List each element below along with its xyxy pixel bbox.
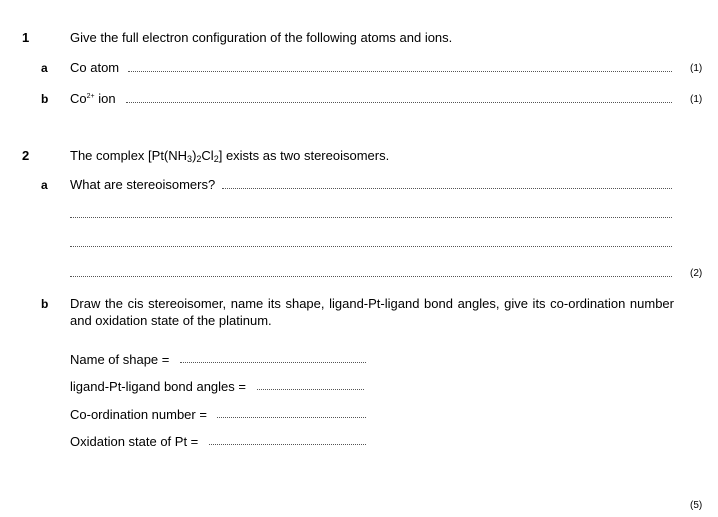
field-label-shape: Name of shape = — [70, 352, 170, 367]
question-2b-letter: b — [41, 297, 49, 311]
question-2b-question: Draw the cis stereoisomer, name its shape, ligand-Pt-ligand bond angles, give its co-ordination number and oxidation state of the platinum. — [70, 296, 674, 328]
question-2b-marks: (5) — [690, 500, 703, 511]
field-label-oxidation-state: Oxidation state of Pt = — [70, 434, 199, 449]
answer-line-2a-1[interactable] — [222, 188, 672, 189]
question-1b-marks: (1) — [690, 94, 703, 105]
question-1b-letter: b — [41, 92, 49, 106]
question-2-number: 2 — [22, 148, 30, 163]
question-2a-question: What are stereoisomers? — [70, 177, 216, 192]
question-1b-label: $Co^{2+}$ ion — [70, 91, 116, 106]
answer-line-bond-angles[interactable] — [257, 389, 364, 390]
answer-line-1b[interactable] — [126, 102, 672, 103]
question-1a-label: Co atom — [70, 60, 120, 75]
answer-line-2a-3[interactable] — [70, 246, 672, 247]
question-2a-letter: a — [41, 178, 48, 192]
answer-line-shape[interactable] — [180, 362, 366, 363]
field-label-coordination-number: Co-ordination number = — [70, 407, 207, 422]
question-1-prompt: Give the full electron configuration of the following atoms and ions. — [70, 30, 453, 45]
answer-line-oxidation-state[interactable] — [209, 444, 366, 445]
answer-line-1a[interactable] — [128, 71, 672, 72]
question-2-prompt: The complex $[Pt(NH_3)_2Cl_2]$ exists as two stereoisomers. — [70, 148, 390, 164]
question-2a-marks: (2) — [690, 268, 703, 279]
question-1-number: 1 — [22, 30, 30, 45]
answer-line-2a-4[interactable] — [70, 276, 672, 277]
field-label-bond-angles: ligand-Pt-ligand bond angles = — [70, 379, 246, 394]
answer-line-coordination-number[interactable] — [217, 417, 366, 418]
question-1a-letter: a — [41, 61, 48, 75]
answer-line-2a-2[interactable] — [70, 217, 672, 218]
question-1a-marks: (1) — [690, 63, 703, 74]
